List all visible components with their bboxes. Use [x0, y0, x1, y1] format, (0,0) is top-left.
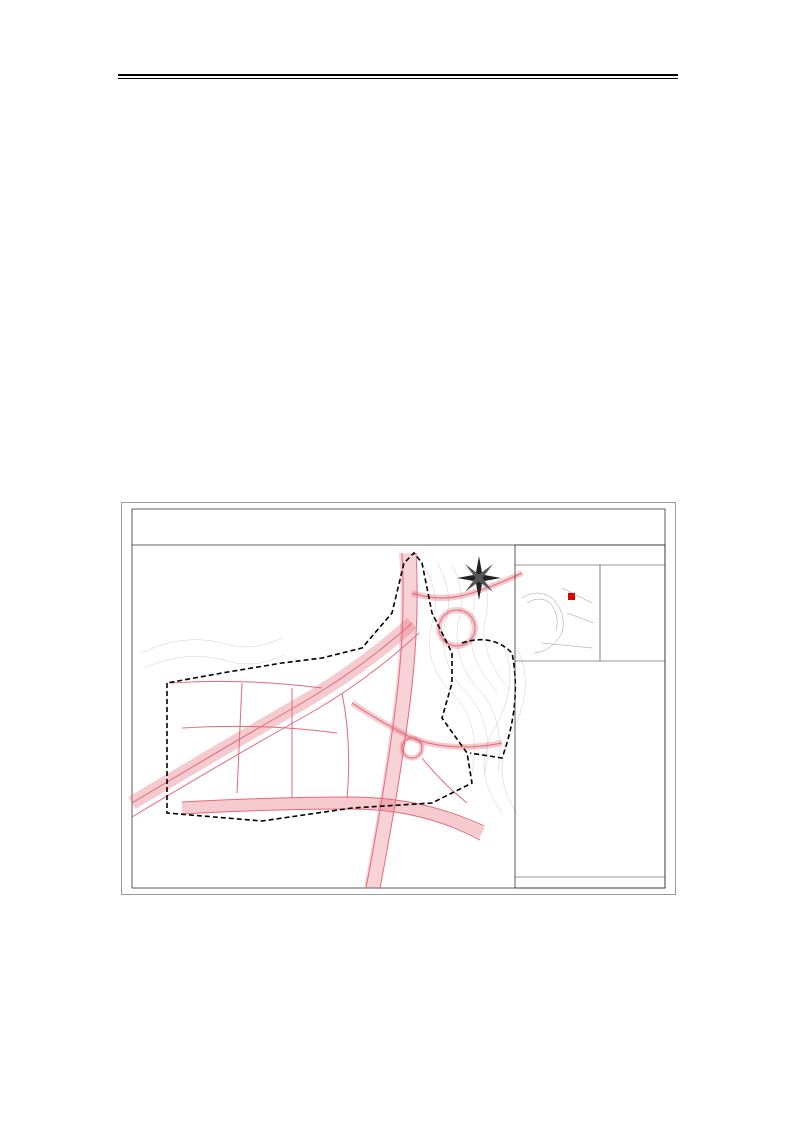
section-heading: [118, 98, 174, 122]
header-rule: [118, 74, 678, 76]
location-minimap: [522, 588, 594, 653]
map-area: [132, 553, 525, 888]
right-panel: [515, 545, 665, 888]
header-rule-thin: [118, 78, 678, 79]
planning-map-svg: [122, 503, 675, 894]
planning-map-figure: [121, 502, 676, 895]
